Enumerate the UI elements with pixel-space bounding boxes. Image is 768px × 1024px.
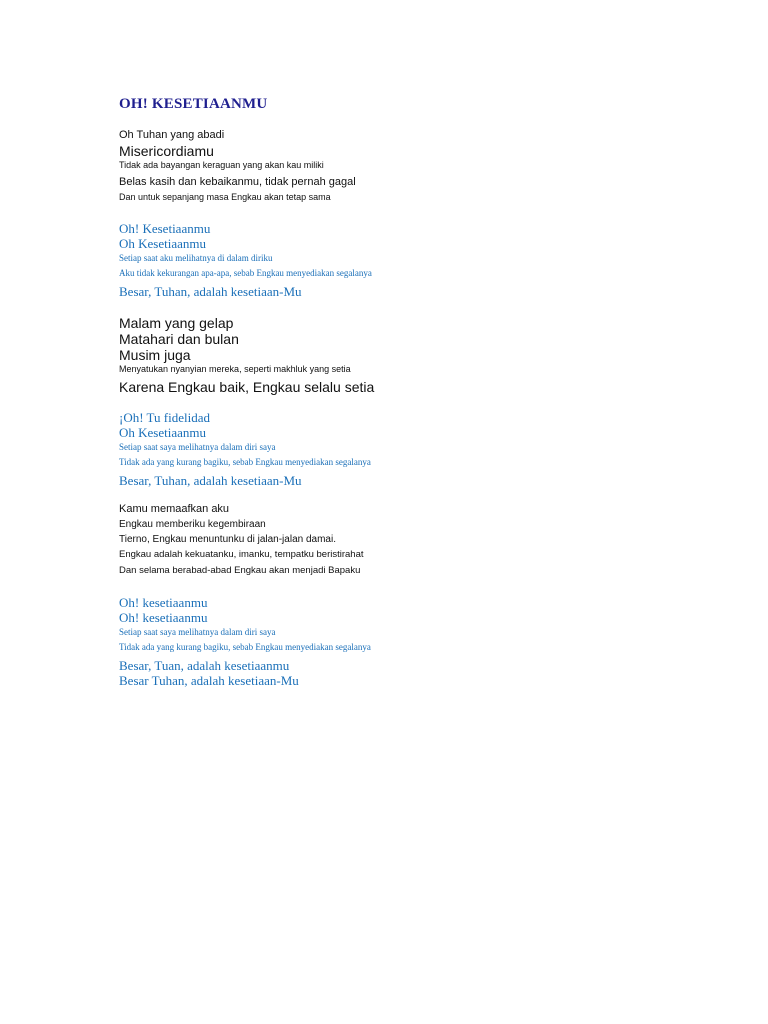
lyric-line: Musim juga xyxy=(119,347,191,363)
lyric-line: Dan selama berabad-abad Engkau akan menjadi Bapaku xyxy=(119,565,361,576)
lyric-line: Belas kasih dan kebaikanmu, tidak pernah gagal xyxy=(119,176,356,188)
lyric-line: Oh! kesetiaanmu xyxy=(119,595,208,610)
lyric-line: Aku tidak kekurangan apa-apa, sebab Engkau menyediakan segalanya xyxy=(119,268,372,278)
lyric-line: Oh Kesetiaanmu xyxy=(119,425,207,440)
stanza-3 xyxy=(119,502,719,579)
lyric-line: Malam yang gelap xyxy=(119,315,234,331)
chorus-1 xyxy=(119,221,719,299)
chorus-3 xyxy=(119,595,719,688)
lyric-line: Setiap saat saya melihatnya dalam diri saya xyxy=(119,627,276,637)
lyric-line: Besar, Tuhan, adalah kesetiaan-Mu xyxy=(119,473,302,488)
lyric-line: Besar, Tuan, adalah kesetiaanmu xyxy=(119,658,290,673)
lyric-line: Matahari dan bulan xyxy=(119,331,239,347)
lyric-line: Tierno, Engkau menuntunku di jalan-jalan damai. xyxy=(119,534,336,545)
lyric-line: Kamu memaafkan aku xyxy=(119,503,230,515)
lyric-line: Misericordiamu xyxy=(119,143,214,159)
lyric-line: Menyatukan nyanyian mereka, seperti makhluk yang setia xyxy=(119,364,351,374)
lyric-line: Oh! Kesetiaanmu xyxy=(119,221,211,236)
lyric-line: Oh! kesetiaanmu xyxy=(119,610,208,625)
lyric-line: Tidak ada yang kurang bagiku, sebab Engkau menyediakan segalanya xyxy=(119,457,371,467)
lyrics-document xyxy=(119,92,719,688)
lyric-line: Engkau adalah kekuatanku, imanku, tempatku beristirahat xyxy=(119,549,364,560)
lyric-line: Oh Kesetiaanmu xyxy=(119,236,207,251)
stanza-1 xyxy=(119,128,719,205)
lyric-line: Tidak ada yang kurang bagiku, sebab Engkau menyediakan segalanya xyxy=(119,642,371,652)
lyric-line: Dan untuk sepanjang masa Engkau akan tetap sama xyxy=(119,192,331,202)
lyric-line: Besar Tuhan, adalah kesetiaan-Mu xyxy=(119,673,299,688)
lyric-line: Setiap saat saya melihatnya dalam diri saya xyxy=(119,442,276,452)
lyric-line: Setiap saat aku melihatnya di dalam diriku xyxy=(119,253,273,263)
stanza-2 xyxy=(119,315,719,395)
lyric-line: Karena Engkau baik, Engkau selalu setia xyxy=(119,379,375,395)
lyric-line: Oh Tuhan yang abadi xyxy=(119,129,225,141)
lyric-line: Besar, Tuhan, adalah kesetiaan-Mu xyxy=(119,284,302,299)
lyric-line: Engkau memberiku kegembiraan xyxy=(119,519,266,530)
chorus-2 xyxy=(119,410,719,488)
lyric-line: ¡Oh! Tu fidelidad xyxy=(119,410,210,425)
lyric-line: Tidak ada bayangan keraguan yang akan kau miliki xyxy=(119,160,324,170)
song-title: OH! KESETIAANMU xyxy=(119,96,268,112)
